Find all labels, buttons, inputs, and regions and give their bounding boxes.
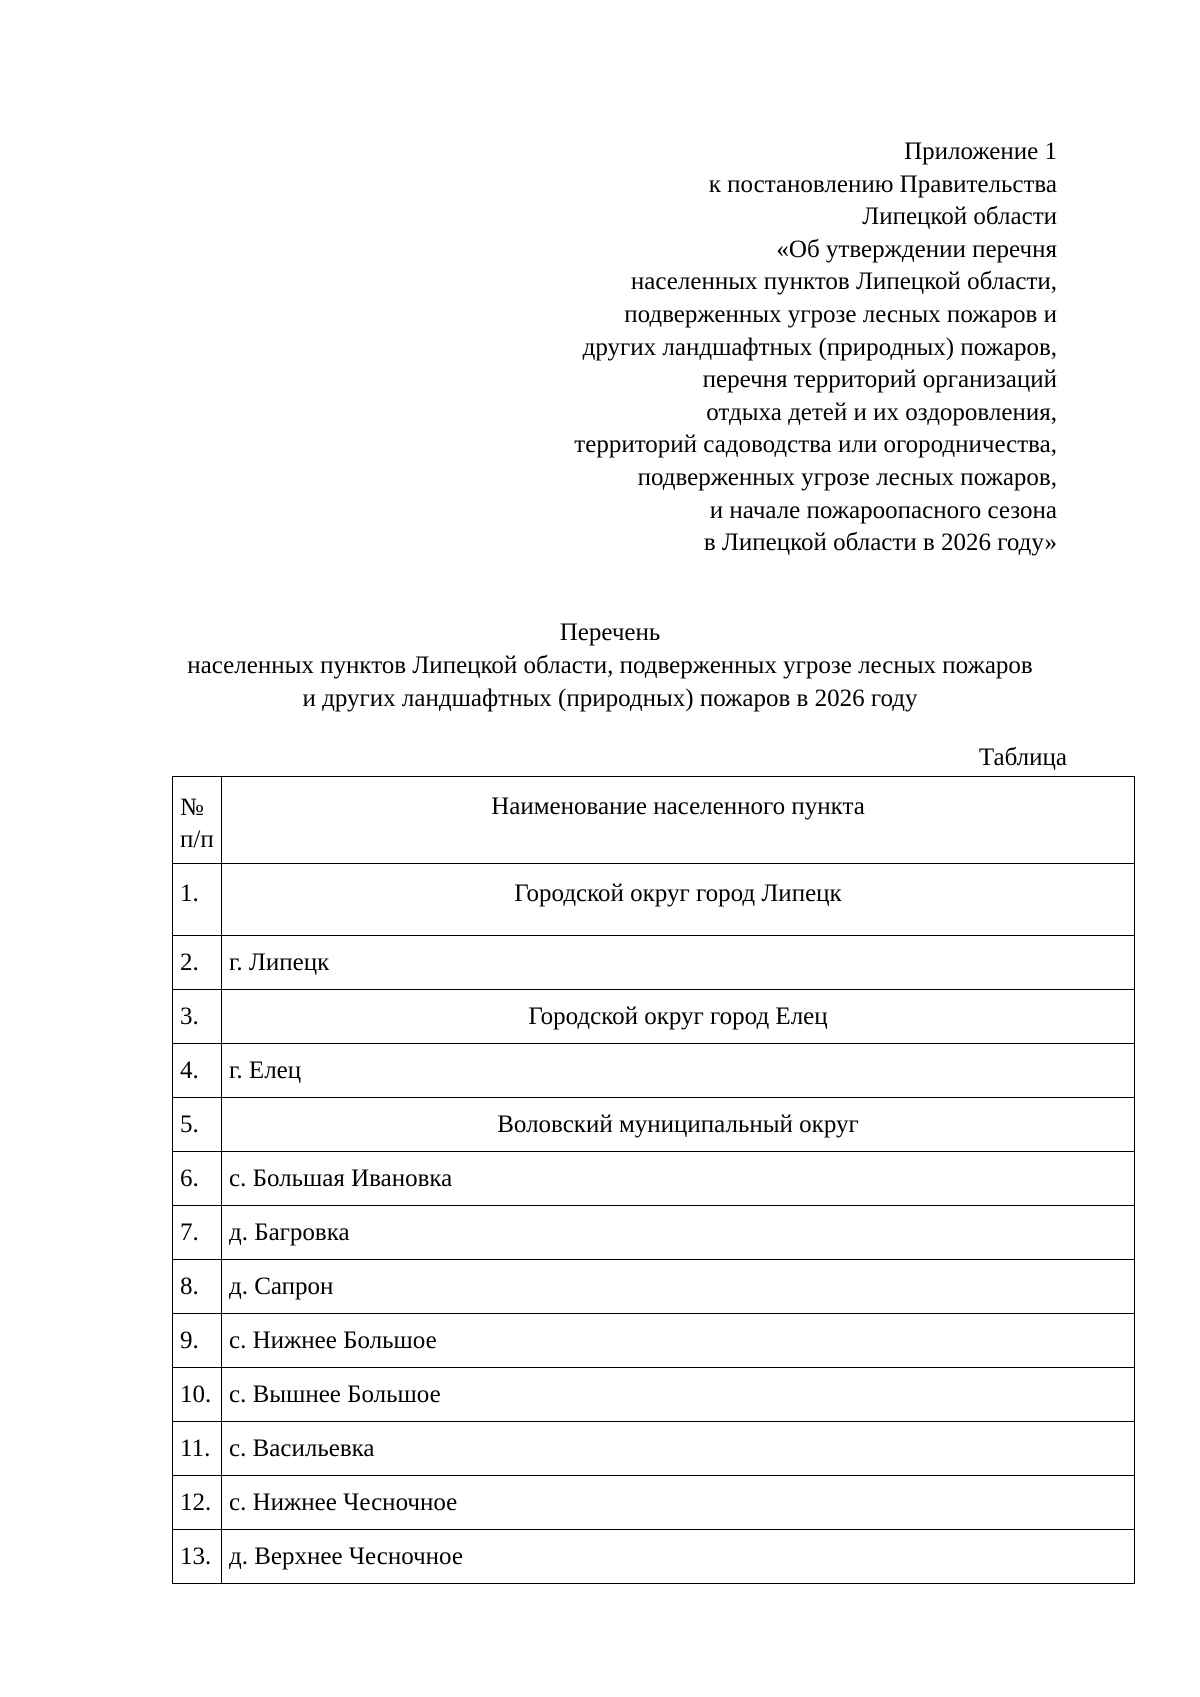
table-row bbox=[173, 1314, 1135, 1368]
header-name-cell: Наименование населенного пункта bbox=[222, 777, 1135, 864]
table-row bbox=[173, 1530, 1135, 1584]
row-num: 8. bbox=[173, 1260, 222, 1314]
row-settlement-name: д. Верхнее Чесночное bbox=[222, 1530, 1135, 1584]
appendix-line: в Липецкой области в 2026 году» bbox=[703, 529, 1057, 557]
appendix-line: «Об утверждении перечня bbox=[776, 235, 1057, 263]
row-settlement-name: с. Нижнее Чесночное bbox=[222, 1476, 1135, 1530]
row-settlement-name: д. Багровка bbox=[222, 1206, 1135, 1260]
row-num: 2. bbox=[173, 936, 222, 990]
table-row bbox=[173, 990, 1135, 1044]
table-row bbox=[173, 1368, 1135, 1422]
title-line: и других ландшафтных (природных) пожаров в 2026 году bbox=[302, 685, 918, 712]
appendix-line: территорий садоводства или огородничества, bbox=[574, 431, 1057, 459]
appendix-block bbox=[497, 136, 1057, 560]
table-row bbox=[173, 1098, 1135, 1152]
row-settlement-name: с. Большая Ивановка bbox=[222, 1152, 1135, 1206]
appendix-line: других ландшафтных (природных) пожаров, bbox=[582, 333, 1057, 361]
settlements-table bbox=[172, 776, 1135, 1584]
row-district-name: Городской округ город Елец bbox=[222, 990, 1135, 1044]
document-title bbox=[150, 616, 1070, 715]
appendix-line: Липецкой области bbox=[862, 203, 1057, 231]
row-settlement-name: с. Вышнее Большое bbox=[222, 1368, 1135, 1422]
row-num: 9. bbox=[173, 1314, 222, 1368]
row-num: 11. bbox=[173, 1422, 222, 1476]
table-header-row bbox=[173, 777, 1135, 864]
row-num: 1. bbox=[173, 864, 222, 936]
row-district-name: Городской округ город Липецк bbox=[222, 864, 1135, 936]
appendix-line: и начале пожароопасного сезона bbox=[709, 496, 1057, 524]
appendix-line: отдыха детей и их оздоровления, bbox=[706, 398, 1057, 426]
table-row bbox=[173, 1476, 1135, 1530]
row-settlement-name: г. Липецк bbox=[222, 936, 1135, 990]
header-num-label: п/п bbox=[180, 826, 214, 853]
table-row bbox=[173, 1206, 1135, 1260]
row-num: 5. bbox=[173, 1098, 222, 1152]
row-num: 6. bbox=[173, 1152, 222, 1206]
row-num: 13. bbox=[173, 1530, 222, 1584]
row-district-name: Воловский муниципальный округ bbox=[222, 1098, 1135, 1152]
header-num-cell bbox=[173, 777, 222, 864]
row-settlement-name: с. Нижнее Большое bbox=[222, 1314, 1135, 1368]
title-line: Перечень bbox=[559, 619, 661, 646]
row-num: 3. bbox=[173, 990, 222, 1044]
row-settlement-name: г. Елец bbox=[222, 1044, 1135, 1098]
appendix-line: Приложение 1 bbox=[904, 138, 1057, 165]
appendix-line: населенных пунктов Липецкой области, bbox=[630, 268, 1057, 296]
row-num: 4. bbox=[173, 1044, 222, 1098]
appendix-line: подверженных угрозе лесных пожаров, bbox=[637, 463, 1057, 491]
table-caption: Таблица bbox=[978, 744, 1067, 771]
title-line: населенных пунктов Липецкой области, подверженных угрозе лесных пожаров bbox=[187, 652, 1033, 679]
table-row bbox=[173, 1260, 1135, 1314]
appendix-line: к постановлению Правительства bbox=[708, 170, 1057, 198]
row-num: 10. bbox=[173, 1368, 222, 1422]
header-num-symbol: № bbox=[180, 794, 204, 821]
appendix-line: перечня территорий организаций bbox=[702, 366, 1057, 394]
row-num: 12. bbox=[173, 1476, 222, 1530]
table-row bbox=[173, 1044, 1135, 1098]
table-row bbox=[173, 1422, 1135, 1476]
row-settlement-name: с. Васильевка bbox=[222, 1422, 1135, 1476]
appendix-line: подверженных угрозе лесных пожаров и bbox=[624, 300, 1057, 328]
table-row bbox=[173, 936, 1135, 990]
row-num: 7. bbox=[173, 1206, 222, 1260]
row-settlement-name: д. Сапрон bbox=[222, 1260, 1135, 1314]
table-row bbox=[173, 864, 1135, 936]
table-row bbox=[173, 1152, 1135, 1206]
